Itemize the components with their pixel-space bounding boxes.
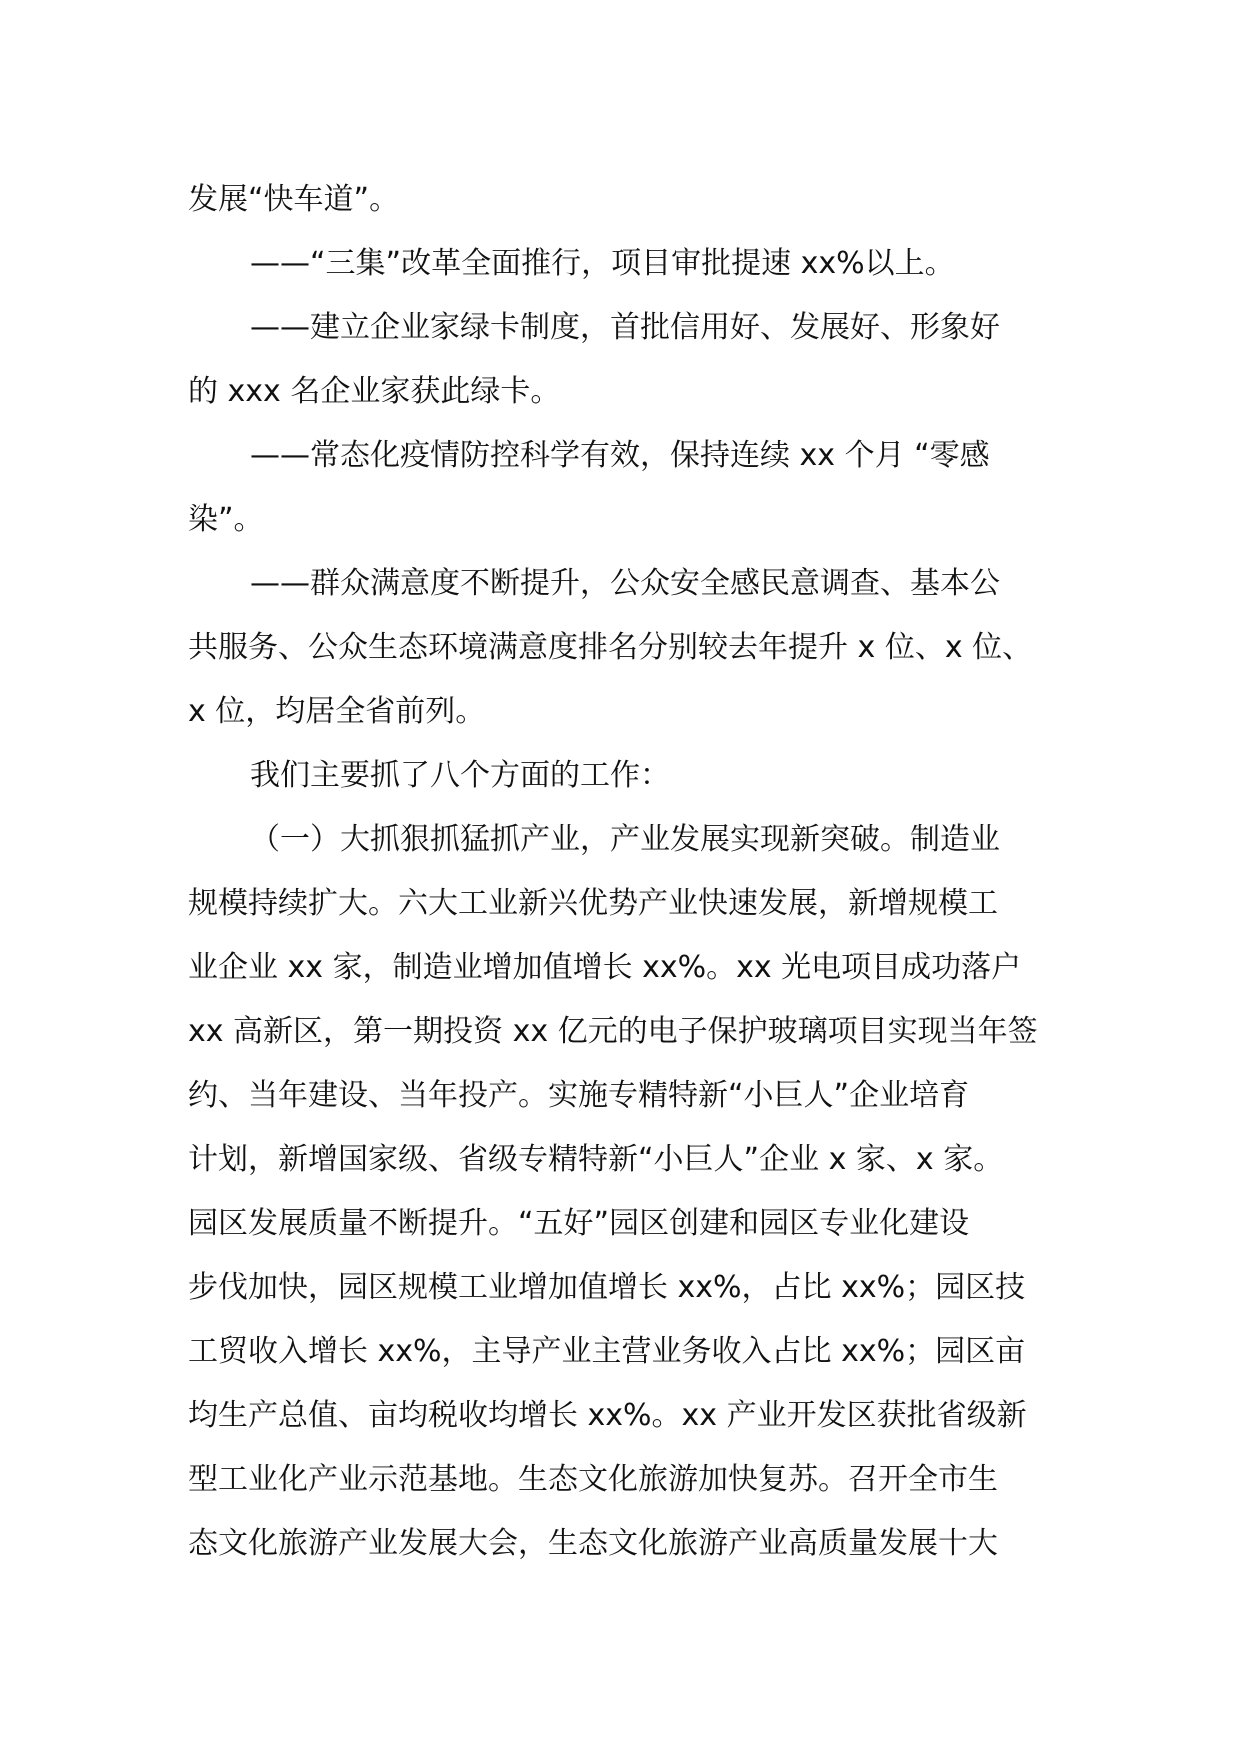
text-line: xx 高新区，第一期投资 xx 亿元的电子保护玻璃项目实现当年签 [188, 1014, 1038, 1049]
text-line: 染”。 [188, 502, 264, 537]
text-line: ——群众满意度不断提升，公众安全感民意调查、基本公 [250, 566, 1000, 601]
document-body [188, 168, 1068, 1576]
text-line: 工贸收入增长 xx%，主导产业主营业务收入占比 xx%；园区亩 [188, 1334, 1026, 1369]
text-line: 发展“快车道”。 [188, 182, 400, 217]
text-line: 共服务、公众生态环境满意度排名分别较去年提升 x 位、x 位、 [188, 630, 1033, 665]
text-line: 态文化旅游产业发展大会，生态文化旅游产业高质量发展十大 [188, 1526, 998, 1561]
text-line: 型工业化产业示范基地。生态文化旅游加快复苏。召开全市生 [188, 1462, 998, 1497]
text-line: ——“三集”改革全面推行，项目审批提速 xx%以上。 [250, 246, 955, 281]
text-line: x 位，均居全省前列。 [188, 694, 486, 729]
text-line: ——建立企业家绿卡制度，首批信用好、发展好、形象好 [250, 310, 1000, 345]
text-line: （一）大抓狠抓猛抓产业，产业发展实现新突破。制造业 [250, 822, 1000, 857]
text-line: 业企业 xx 家，制造业增加值增长 xx%。xx 光电项目成功落户 [188, 950, 1022, 985]
text-line: ——常态化疫情防控科学有效，保持连续 xx 个月 “零感 [250, 438, 990, 473]
text-line: 步伐加快，园区规模工业增加值增长 xx%，占比 xx%；园区技 [188, 1270, 1026, 1305]
text-line: 我们主要抓了八个方面的工作： [250, 758, 670, 793]
text-line: 园区发展质量不断提升。“五好”园区创建和园区专业化建设 [188, 1206, 970, 1241]
text-line: 均生产总值、亩均税收均增长 xx%。xx 产业开发区获批省级新 [188, 1398, 1027, 1433]
text-line: 的 xxx 名企业家获此绿卡。 [188, 374, 561, 409]
text-line: 计划，新增国家级、省级专精特新“小巨人”企业 x 家、x 家。 [188, 1142, 1004, 1177]
text-line: 规模持续扩大。六大工业新兴优势产业快速发展，新增规模工 [188, 886, 998, 921]
text-line: 约、当年建设、当年投产。实施专精特新“小巨人”企业培育 [188, 1078, 970, 1113]
